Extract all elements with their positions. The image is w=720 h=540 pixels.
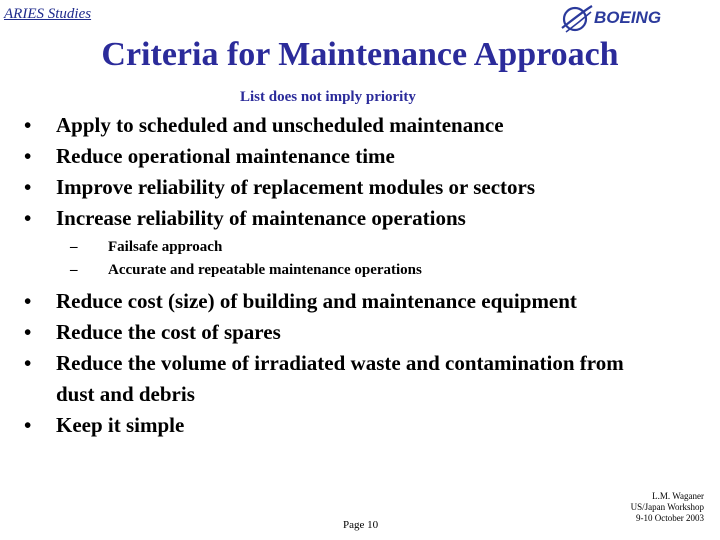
sub-list-item (70, 236, 422, 259)
sub-list-item-text: Failsafe approach (108, 239, 223, 255)
page-number: Page 10 (343, 519, 379, 531)
dash-icon: – (70, 262, 78, 278)
bullet-icon: • (24, 144, 32, 168)
header-studies-label: ARIES Studies (4, 6, 92, 22)
list-item-text: Reduce operational maintenance time (56, 144, 395, 168)
list-item (10, 172, 700, 203)
list-item (10, 317, 700, 348)
bullet-icon: • (24, 289, 32, 313)
list-item (10, 141, 700, 172)
bullet-icon: • (24, 413, 32, 437)
list-item-text: Apply to scheduled and unscheduled maintenance (56, 113, 504, 137)
list-item-text: Reduce cost (size) of building and maintenance equipment (56, 289, 577, 313)
bullet-icon: • (24, 351, 32, 375)
criteria-sub-list (70, 236, 422, 282)
list-item-text: Increase reliability of maintenance operations (56, 206, 466, 230)
list-item (10, 286, 700, 317)
list-item (10, 348, 666, 410)
criteria-list-top (10, 110, 700, 234)
page-title: Criteria for Maintenance Approach (101, 36, 619, 73)
sub-list-item (70, 259, 422, 282)
footer-event: US/Japan Workshop (630, 502, 704, 512)
bullet-icon: • (24, 320, 32, 344)
list-item (10, 203, 700, 234)
list-item-text: Keep it simple (56, 413, 185, 437)
criteria-list-bottom (10, 286, 700, 441)
sub-list-item-text: Accurate and repeatable maintenance operations (108, 262, 422, 278)
bullet-icon: • (24, 113, 32, 137)
list-item (10, 410, 700, 441)
list-item (10, 110, 700, 141)
boeing-logo-icon (562, 6, 592, 32)
list-item-text: Reduce the volume of irradiated waste and contamination from dust and debris (56, 351, 624, 406)
footer-date: 9-10 October 2003 (636, 513, 704, 523)
bullet-icon: • (24, 175, 32, 199)
list-item-text: Improve reliability of replacement modules or sectors (56, 175, 536, 199)
footer-author: L.M. Waganer (652, 491, 704, 501)
boeing-logo (558, 2, 700, 36)
list-item-text: Reduce the cost of spares (56, 320, 281, 344)
dash-icon: – (70, 239, 78, 255)
bullet-icon: • (24, 206, 32, 230)
footer-credits (584, 491, 704, 524)
page-subtitle: List does not imply priority (240, 89, 416, 105)
boeing-logo-text: BOEING (594, 8, 662, 27)
